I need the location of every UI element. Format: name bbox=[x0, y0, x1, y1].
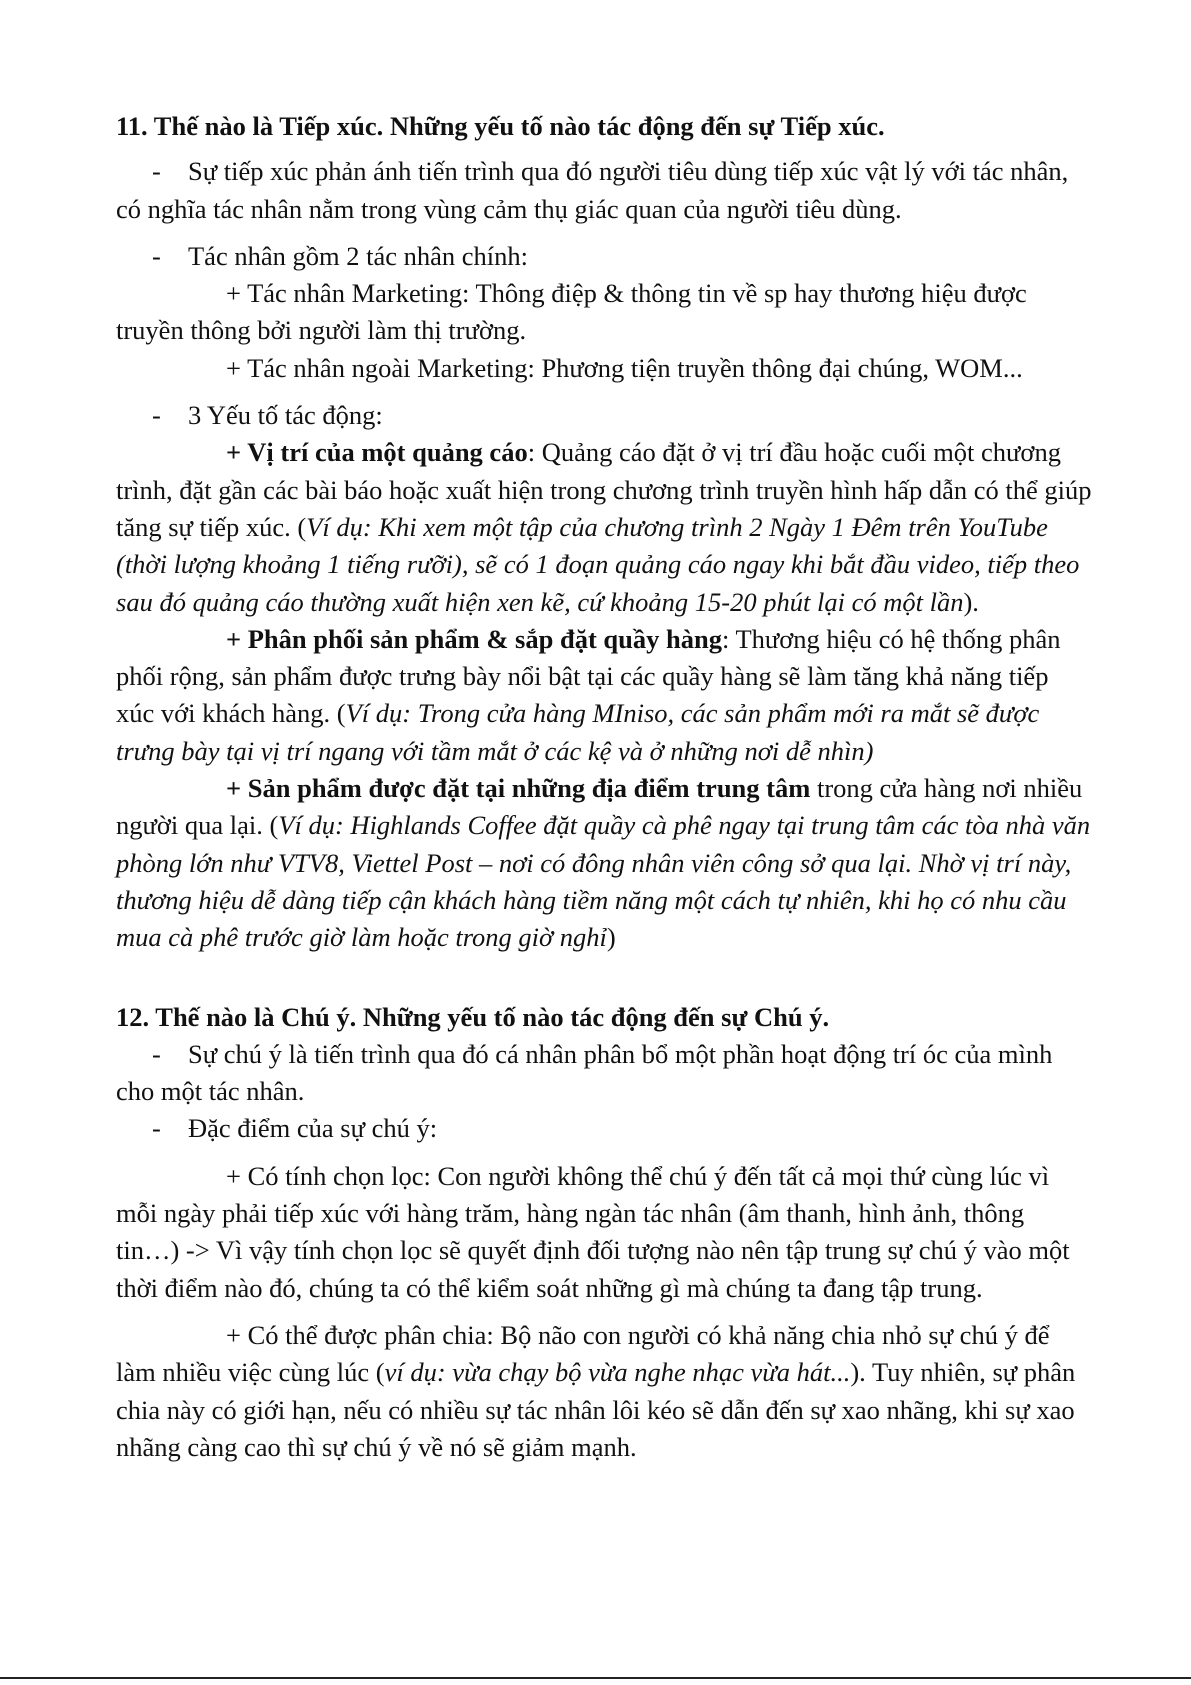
trait-selective: + Có tính chọn lọc: Con người không thể chú ý đến tất cả mọi thứ cùng lúc vì mỗi ngày phải tiếp xúc với hàng trăm, hàng ngàn tác nhân (âm thanh, hình ảnh, thông tin…) -> Vì vậy tính chọn lọc sẽ quyết định đối tượng nào nên tập trung sự chú ý vào một thời điểm nào đó, chúng ta có thể kiểm soát những gì mà chúng ta đang tập trung. bbox=[116, 1160, 1070, 1303]
factor-end: ). bbox=[963, 586, 979, 617]
factor-lead: + Vị trí của một quảng cáo bbox=[226, 437, 528, 468]
factor-end: ) bbox=[606, 922, 616, 953]
section-11-heading: 11. Thế nào là Tiếp xúc. Những yếu tố nào tác động đến sự Tiếp xúc. bbox=[116, 111, 885, 141]
bullet-dash: - bbox=[152, 1038, 161, 1069]
bottom-border-line bbox=[0, 1677, 1191, 1679]
factor-ad-position bbox=[116, 434, 1092, 620]
bullet-text: Đặc điểm của sự chú ý: bbox=[188, 1113, 438, 1144]
section-11-bullet-factors bbox=[116, 397, 1092, 434]
bullet-text: Tác nhân gồm 2 tác nhân chính: bbox=[188, 240, 528, 271]
factor-text: : Thương hiệu có hệ thống phân phối rộng, sản phẩm được trưng bày nổi bật tại các quầy hàng sẽ làm tăng khả năng tiếp xúc với khách hàng. ( bbox=[116, 623, 1061, 729]
trait-example: ví dụ: vừa chạy bộ vừa nghe nhạc vừa hát... bbox=[384, 1357, 851, 1388]
document-body bbox=[116, 108, 1092, 1466]
factor-lead: + Sản phẩm được đặt tại những địa điểm trung tâm bbox=[226, 773, 811, 804]
trait-text: + Có thể được phân chia: Bộ não con người có khả năng chia nhỏ sự chú ý để làm nhiều việc cùng lúc ( bbox=[116, 1319, 1050, 1388]
factor-text: trong cửa hàng nơi nhiều người qua lại. ( bbox=[116, 773, 1083, 841]
trait-end: ). Tuy nhiên, sự phân chia này có giới hạn, nếu có nhiều sự tác nhân lôi kéo sẽ dẫn đến sự xao nhãng, khi sự xao nhãng càng cao thì sự chú ý về nó sẽ giảm mạnh. bbox=[116, 1357, 1076, 1462]
factor-distribution bbox=[116, 621, 1092, 770]
section-11-bullet-definition bbox=[116, 153, 1092, 228]
section-12-bullet-definition bbox=[116, 1036, 1092, 1111]
bullet-dash: - bbox=[152, 400, 161, 431]
bullet-dash: - bbox=[152, 1113, 161, 1144]
section-11-bullet-agents bbox=[116, 238, 1092, 275]
factor-example: Ví dụ: Trong cửa hàng MIniso, các sản phẩm mới ra mắt sẽ được trưng bày tại vị trí ngang với tầm mắt ở các kệ và ở những nơi dễ nhìn) bbox=[116, 698, 1040, 766]
bullet-dash: - bbox=[152, 156, 161, 187]
factor-example: Ví dụ: Highlands Coffee đặt quầy cà phê ngay tại trung tâm các tòa nhà văn phòng lớn như VTV8, Viettel Post – nơi có đông nhân viên công sở qua lại. Nhờ vị trí này, thương hiệu dễ dàng tiếp cận khách hàng tiềm năng một cách tự nhiên, khi họ có nhu cầu mua cà phê trước giờ làm hoặc trong giờ nghỉ bbox=[116, 810, 1091, 953]
trait-divisible bbox=[116, 1317, 1092, 1466]
factor-text: : Quảng cáo đặt ở vị trí đầu hoặc cuối một chương trình, đặt gần các bài báo hoặc xuất hiện trong chương trình truyền hình hấp dẫn có thể giúp tăng sự tiếp xúc. ( bbox=[116, 437, 1092, 542]
factor-example: Ví dụ: Khi xem một tập của chương trình 2 Ngày 1 Đêm trên YouTube (thời lượng khoảng 1 tiếng rưỡi), sẽ có 1 đoạn quảng cáo ngay khi bắt đầu video, tiếp theo sau đó quảng cáo thường xuất hiện xen kẽ, cứ khoảng 15-20 phút lại có một lần bbox=[116, 511, 1080, 617]
factor-central-location bbox=[116, 770, 1092, 956]
section-12-bullet-traits bbox=[116, 1110, 1092, 1147]
factor-lead: + Phân phối sản phẩm & sắp đặt quầy hàng bbox=[226, 623, 722, 654]
bullet-text: Sự chú ý là tiến trình qua đó cá nhân phân bổ một phần hoạt động trí óc của mình cho một tác nhân. bbox=[116, 1038, 1053, 1107]
bullet-text: 3 Yếu tố tác động: bbox=[188, 400, 383, 431]
bullet-text: Sự tiếp xúc phản ánh tiến trình qua đó người tiêu dùng tiếp xúc vật lý với tác nhân, có nghĩa tác nhân nằm trong vùng cảm thụ giác quan của người tiêu dùng. bbox=[116, 156, 1069, 224]
section-12-heading: 12. Thế nào là Chú ý. Những yếu tố nào tác động đến sự Chú ý. bbox=[116, 1001, 830, 1032]
bullet-dash: - bbox=[152, 240, 161, 271]
agent-non-marketing: + Tác nhân ngoài Marketing: Phương tiện truyền thông đại chúng, WOM... bbox=[226, 352, 1023, 383]
agent-marketing: + Tác nhân Marketing: Thông điệp & thông tin về sp hay thương hiệu được truyền thông bởi người làm thị trường. bbox=[116, 278, 1027, 346]
